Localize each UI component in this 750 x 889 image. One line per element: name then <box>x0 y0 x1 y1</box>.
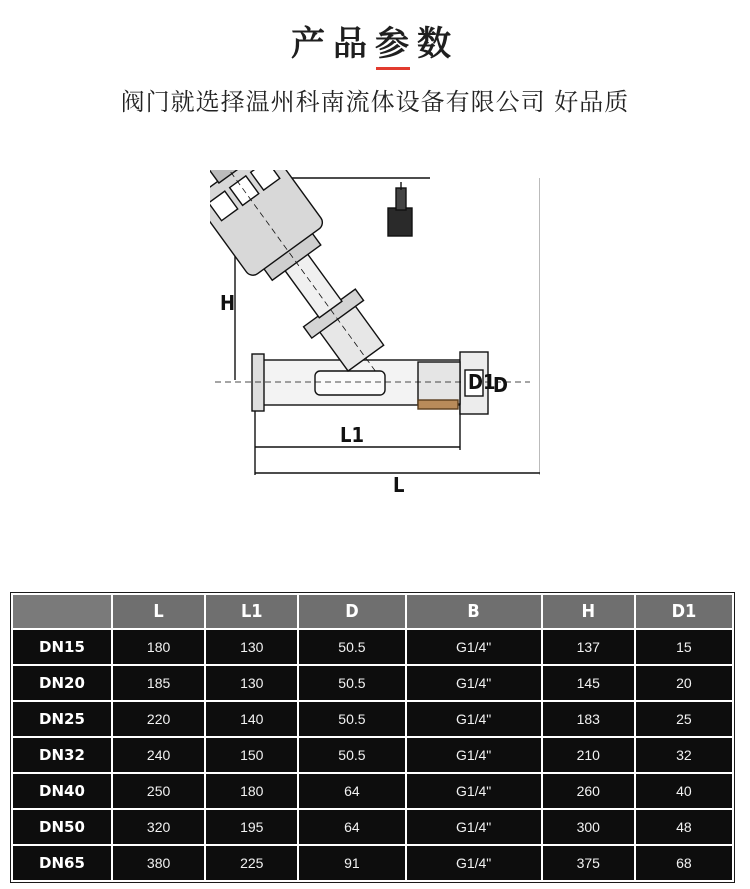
table-cell: 64 <box>299 810 404 844</box>
table-cell: 40 <box>636 774 732 808</box>
table-cell: 130 <box>206 666 297 700</box>
table-cell: G1/4" <box>407 774 541 808</box>
table-cell: 250 <box>113 774 204 808</box>
table-cell: 320 <box>113 810 204 844</box>
row-size: DN15 <box>13 630 111 664</box>
table-cell: 15 <box>636 630 732 664</box>
table-row <box>13 630 732 664</box>
table-row <box>13 702 732 736</box>
table-cell: 48 <box>636 810 732 844</box>
table-cell: 130 <box>206 630 297 664</box>
table-header-cell: H <box>543 595 634 628</box>
table-cell: 20 <box>636 666 732 700</box>
table-cell: 220 <box>113 702 204 736</box>
table-cell: 91 <box>299 846 404 880</box>
valve-diagram <box>210 170 540 500</box>
valve-port <box>315 371 385 395</box>
row-size: DN50 <box>13 810 111 844</box>
table-cell: 50.5 <box>299 702 404 736</box>
table-cell: 50.5 <box>299 738 404 772</box>
table-cell: G1/4" <box>407 738 541 772</box>
table-header-cell: B <box>407 595 541 628</box>
label-d: D <box>493 373 508 397</box>
table-cell: 180 <box>113 630 204 664</box>
row-size: DN25 <box>13 702 111 736</box>
table-cell: 64 <box>299 774 404 808</box>
table-cell: 380 <box>113 846 204 880</box>
table-cell: G1/4" <box>407 810 541 844</box>
table-cell: 260 <box>543 774 634 808</box>
table-cell: 210 <box>543 738 634 772</box>
table-row <box>13 810 732 844</box>
table-cell: 50.5 <box>299 630 404 664</box>
table-header-cell: D1 <box>636 595 732 628</box>
table-cell: 375 <box>543 846 634 880</box>
table-row <box>13 738 732 772</box>
table-cell: 68 <box>636 846 732 880</box>
page-title: 产品参数 <box>291 24 459 64</box>
table-cell: 183 <box>543 702 634 736</box>
table-cell: 240 <box>113 738 204 772</box>
label-h: H <box>220 291 236 315</box>
table-header-cell: L1 <box>206 595 297 628</box>
table-cell: 300 <box>543 810 634 844</box>
table-row <box>13 774 732 808</box>
table-cell: G1/4" <box>407 702 541 736</box>
table-row <box>13 666 732 700</box>
table-cell: 137 <box>543 630 634 664</box>
table-header-cell: D <box>299 595 404 628</box>
table-cell: 150 <box>206 738 297 772</box>
table-row <box>13 846 732 880</box>
title-underline <box>376 67 410 70</box>
row-size: DN65 <box>13 846 111 880</box>
table-cell: G1/4" <box>407 846 541 880</box>
page-subtitle: 阀门就选择温州科南流体设备有限公司 好品质 <box>120 88 630 116</box>
table-cell: 50.5 <box>299 666 404 700</box>
row-size: DN40 <box>13 774 111 808</box>
table-header-row <box>13 595 732 628</box>
table-header-cell: L <box>113 595 204 628</box>
label-l1: L1 <box>340 423 364 447</box>
table-cell: 185 <box>113 666 204 700</box>
row-size: DN32 <box>13 738 111 772</box>
table-cell: 32 <box>636 738 732 772</box>
table-cell: G1/4" <box>407 666 541 700</box>
table-cell: 140 <box>206 702 297 736</box>
spec-table <box>10 592 735 883</box>
table-cell: G1/4" <box>407 630 541 664</box>
air-connector <box>388 208 412 236</box>
label-d1: D1 <box>468 370 496 394</box>
label-l: L <box>393 473 405 497</box>
table-cell: 195 <box>206 810 297 844</box>
table-cell: 225 <box>206 846 297 880</box>
table-cell: 25 <box>636 702 732 736</box>
table-cell: 145 <box>543 666 634 700</box>
row-size: DN20 <box>13 666 111 700</box>
table-header-corner <box>13 595 111 628</box>
table-cell: 180 <box>206 774 297 808</box>
